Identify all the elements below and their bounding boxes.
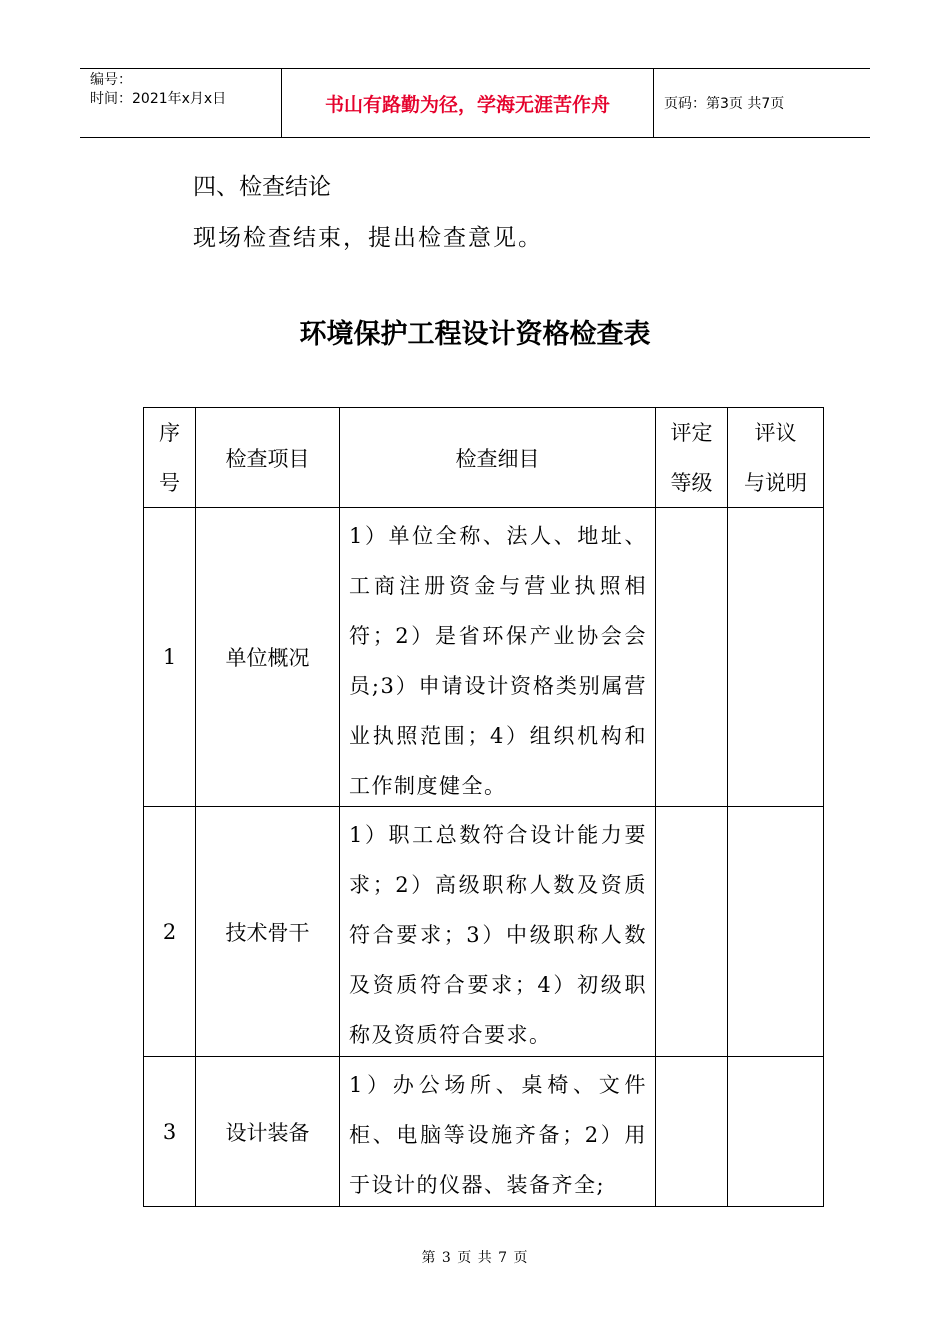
page-footer: 第 3 页 共 7 页 <box>421 1250 529 1266</box>
header-no <box>144 408 195 507</box>
header-no-line1: 序 <box>159 420 180 445</box>
row-1-item: 单位概况 <box>225 646 310 670</box>
header-meta <box>90 71 226 109</box>
header-remark-line1: 评议 <box>754 420 797 445</box>
header-remark <box>728 408 823 507</box>
header-grade-line2: 等级 <box>670 470 713 495</box>
row-1-no: 1 <box>162 645 177 669</box>
header-page-label: 页码：第3页 共7页 <box>664 96 785 112</box>
row-2-item: 技术骨干 <box>225 920 310 945</box>
section-heading: 四、检查结论 <box>193 174 331 200</box>
table-border <box>339 407 340 1207</box>
date-label: 时间：2021年x月x日 <box>90 91 227 107</box>
row-1-detail: 1）单位全称、法人、地址、工商注册资金与营业执照相符；2）是省环保产业协会会员;3）申请设计资格类别属营业执照范围；4）组织机构和工作制度健全。 <box>349 524 647 798</box>
header-grade-line1: 评定 <box>670 420 713 445</box>
section-body: 现场检查结束，提出检查意见。 <box>193 225 543 251</box>
row-2-no: 2 <box>162 919 177 944</box>
inspection-table <box>143 407 824 1207</box>
row-3-item: 设计装备 <box>225 1120 310 1145</box>
table-border <box>823 407 824 1207</box>
header-item: 检查项目 <box>225 446 310 471</box>
header-motto: 书山有路勤为径，学海无涯苦作舟 <box>324 93 610 116</box>
document-title: 环境保护工程设计资格检查表 <box>299 319 651 350</box>
table-border <box>727 407 728 1207</box>
header-remark-line2: 与说明 <box>744 470 807 495</box>
header-no-line2: 号 <box>159 470 180 495</box>
header-detail: 检查细目 <box>455 446 540 471</box>
code-label: 编号： <box>90 72 132 88</box>
document-header <box>80 68 870 138</box>
header-grade <box>656 408 727 507</box>
row-3-no: 3 <box>162 1119 177 1144</box>
header-divider <box>653 69 654 137</box>
row-2-detail: 1）职工总数符合设计能力要求；2）高级职称人数及资质符合要求；3）中级职称人数及资质符合要求；4）初级职称及资质符合要求。 <box>349 823 647 1047</box>
row-3-detail: 1）办公场所、桌椅、文件柜、电脑等设施齐备；2）用于设计的仪器、装备齐全; <box>349 1073 647 1197</box>
table-border <box>655 407 656 1207</box>
